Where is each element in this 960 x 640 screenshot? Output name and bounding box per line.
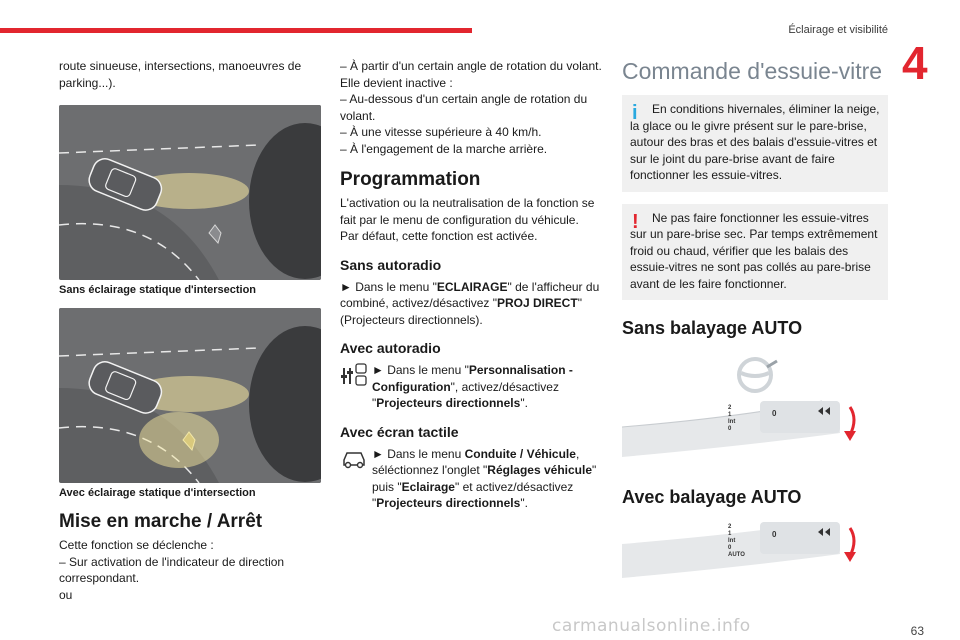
paragraph: Elle devient inactive : [340,75,453,90]
instruction-sans-autoradio: ► Dans le menu "ECLAIRAGE" de l'afficheur du combiné, activez/désactivez "PROJ DIRECT" (Projecteurs directionnels). [340,279,600,327]
paragraph: Par défaut, cette fonction est activée. [340,229,538,243]
lever-mark: 2 [728,524,732,530]
lever-mark: 0 [728,545,732,551]
column-1 [59,58,321,603]
lever-zero-mark: 0 [772,530,777,539]
lever-mark: 1 [728,531,732,537]
page-number: 63 [910,624,924,638]
heading-avec-autoradio: Avec autoradio [340,340,441,356]
section-title: Éclairage et visibilité [788,24,888,36]
steering-wheel-icon [739,359,777,391]
column-3 [622,58,888,594]
list-item: – À partir d'un certain angle de rotation du volant. [340,59,602,73]
car-icon [340,446,372,475]
figure-caption: Sans éclairage statique d'intersection [59,284,257,296]
header-accent-bar [0,28,472,33]
list-item: – À une vitesse supérieure à 40 km/h. [340,125,542,139]
instruction-avec-ecran: ► Dans le menu Conduite / Véhicule, séléctionnez l'onglet "Réglages véhicule" puis "Eclairage" et activez/désactivez "Projecteurs directionnels". [340,446,602,512]
lever-mark: 0 [728,426,732,432]
chapter-number: 4 [902,37,928,89]
figure-caption: Avec éclairage statique d'intersection [59,487,256,499]
heading-avec-ecran-tactile: Avec écran tactile [340,423,459,440]
heading-commande-essuie-vitre: Commande d'essuie-vitre [622,58,883,84]
lever-mark: Int [728,538,736,544]
column-2 [340,58,602,512]
lever-position-marks [728,405,735,433]
heading-programmation: Programmation [340,169,481,190]
paragraph: ou [59,587,73,602]
watermark: carmanualsonline.info [552,616,751,636]
heading-avec-balayage-auto: Avec balayage AUTO [622,487,802,507]
wiper-lever-svg [622,349,888,479]
paragraph: Cette fonction se déclenche : [59,538,214,552]
wiper-lever-auto-figure [622,518,888,594]
figure-with-cornering-light [59,308,321,483]
radio-menu-icon [340,362,372,393]
heading-mise-en-marche: Mise en marche / Arrêt [59,511,263,532]
list-item: – Sur activation de l'indicateur de direction correspondant. [59,554,285,585]
figure-without-cornering-light [59,105,321,280]
lever-zero-mark: 0 [772,409,777,418]
intro-text: route sinueuse, intersections, manoeuvres de parking...). [59,59,302,90]
heading-sans-balayage-auto: Sans balayage AUTO [622,318,803,338]
paragraph: L'activation ou la neutralisation de la fonction se fait par le menu de configuration du véhicule. [340,196,595,227]
wiper-lever-figure [622,349,888,479]
lever-mark: 1 [728,412,732,418]
info-icon: i [632,102,638,124]
heading-sans-autoradio: Sans autoradio [340,256,442,273]
warning-note: ! Ne pas faire fonctionner les essuie-vitres sur un pare-brise sec. Par temps extrêmement froid ou chaud, vérifier que les balais des essuie-vitres ne sont pas collés au pare-brise avant de les faire fonctionner. [622,204,888,301]
lever-position-marks-auto [728,524,745,559]
lever-mark: AUTO [728,552,745,558]
list-item: – À l'engagement de la marche arrière. [340,141,548,156]
wiper-lever-auto-svg [622,518,888,594]
instruction-avec-autoradio: ► Dans le menu "Personnalisation - Configuration", activez/désactivez "Projecteurs directionnels". [340,362,602,412]
list-item: – Au-dessous d'un certain angle de rotation du volant. [340,92,588,123]
warning-icon: ! [632,210,639,233]
lever-mark: 2 [728,405,732,411]
info-note: i En conditions hivernales, éliminer la neige, la glace ou le givre présent sur le pare-brise, autour des bras et des balais d'essuie-vitres et sur le joint du pare-brise avant de faire fonctionner les essuie-vitres. [622,95,888,192]
lever-mark: Int [728,419,736,425]
